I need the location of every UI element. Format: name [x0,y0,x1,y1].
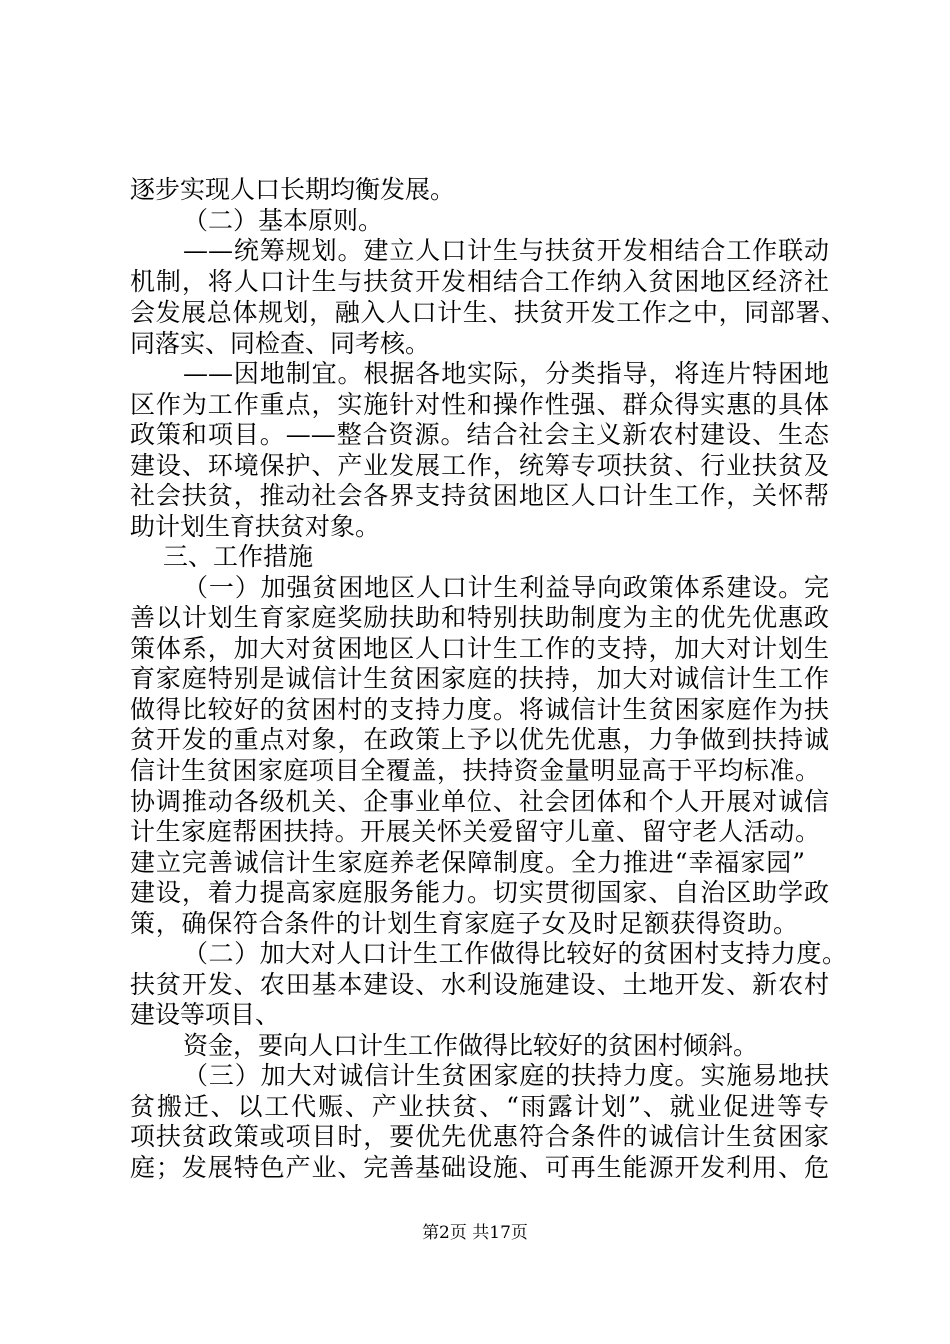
paragraph-line: 资金，要向人口计生工作做得比较好的贫困村倾斜。 [183,1031,759,1060]
paragraph-line: 区作为工作重点，实施针对性和操作性强、群众得实惠的具体 [130,390,829,419]
paragraph-line: ——因地制宜。根据各地实际，分类指导，将连片特困地 [183,359,829,388]
paragraph-line: 建立完善诚信计生家庭养老保障制度。全力推进“幸福家园” [130,848,805,877]
paragraph-line: 计生家庭帮困扶持。开展关怀关爱留守儿童、留守老人活动。 [130,817,820,846]
paragraph-line: 做得比较好的贫困村的支持力度。将诚信计生贫困家庭作为扶 [130,695,829,724]
paragraph-line: 建设等项目、 [130,1000,281,1029]
paragraph-line: （二）基本原则。 [183,206,384,235]
paragraph-line: ——统筹规划。建立人口计生与扶贫开发相结合工作联动 [183,236,829,265]
paragraph-line: 贫开发的重点对象，在政策上予以优先优惠，力争做到扶持诚 [130,725,829,754]
paragraph-line: 贫搬迁、以工代赈、产业扶贫、“雨露计划”、就业促进等专 [130,1092,829,1121]
paragraph-line: 策，确保符合条件的计划生育家庭子女及时足额获得资助。 [130,909,798,938]
paragraph-line: （一）加强贫困地区人口计生利益导向政策体系建设。完 [183,573,829,602]
paragraph-line: 善以计划生育家庭奖励扶助和特别扶助制度为主的优先优惠政 [130,603,829,632]
paragraph-line: 逐步实现人口长期均衡发展。 [130,175,456,204]
paragraph-line: 建设、环境保护、产业发展工作，统筹专项扶贫、行业扶贫及 [130,451,829,480]
page-footer: 第2页 共17页 [422,1223,528,1243]
paragraph-line: 育家庭特别是诚信计生贫困家庭的扶持，加大对诚信计生工作 [130,664,829,693]
paragraph-line: （二）加大对人口计生工作做得比较好的贫困村支持力度。 [183,939,847,968]
paragraph-line: 信计生贫困家庭项目全覆盖，扶持资金量明显高于平均标准。 [130,756,820,785]
paragraph-line: 政策和项目。——整合资源。结合社会主义新农村建设、生态 [130,420,829,449]
paragraph-line: 助计划生育扶贫对象。 [130,512,381,541]
paragraph-line: 扶贫开发、农田基本建设、水利设施建设、土地开发、新农村 [130,970,829,999]
paragraph-line: （三）加大对诚信计生贫困家庭的扶持力度。实施易地扶 [183,1061,829,1090]
paragraph-line: 三、工作措施 [163,542,314,571]
paragraph-line: 会发展总体规划，融入人口计生、扶贫开发工作之中，同部署、 [130,298,846,327]
paragraph-line: 建设，着力提高家庭服务能力。切实贯彻国家、自治区助学政 [130,878,829,907]
paragraph-line: 社会扶贫，推动社会各界支持贫困地区人口计生工作，关怀帮 [130,481,829,510]
paragraph-line: 策体系，加大对贫困地区人口计生工作的支持，加大对计划生 [130,634,829,663]
paragraph-line: 庭；发展特色产业、完善基础设施、可再生能源开发利用、危 [130,1153,829,1182]
paragraph-line: 项扶贫政策或项目时，要优先优惠符合条件的诚信计生贫困家 [130,1122,829,1151]
paragraph-line: 机制，将人口计生与扶贫开发相结合工作纳入贫困地区经济社 [130,267,829,296]
paragraph-line: 同落实、同检查、同考核。 [130,329,431,358]
paragraph-line: 协调推动各级机关、企事业单位、社会团体和个人开展对诚信 [130,787,829,816]
